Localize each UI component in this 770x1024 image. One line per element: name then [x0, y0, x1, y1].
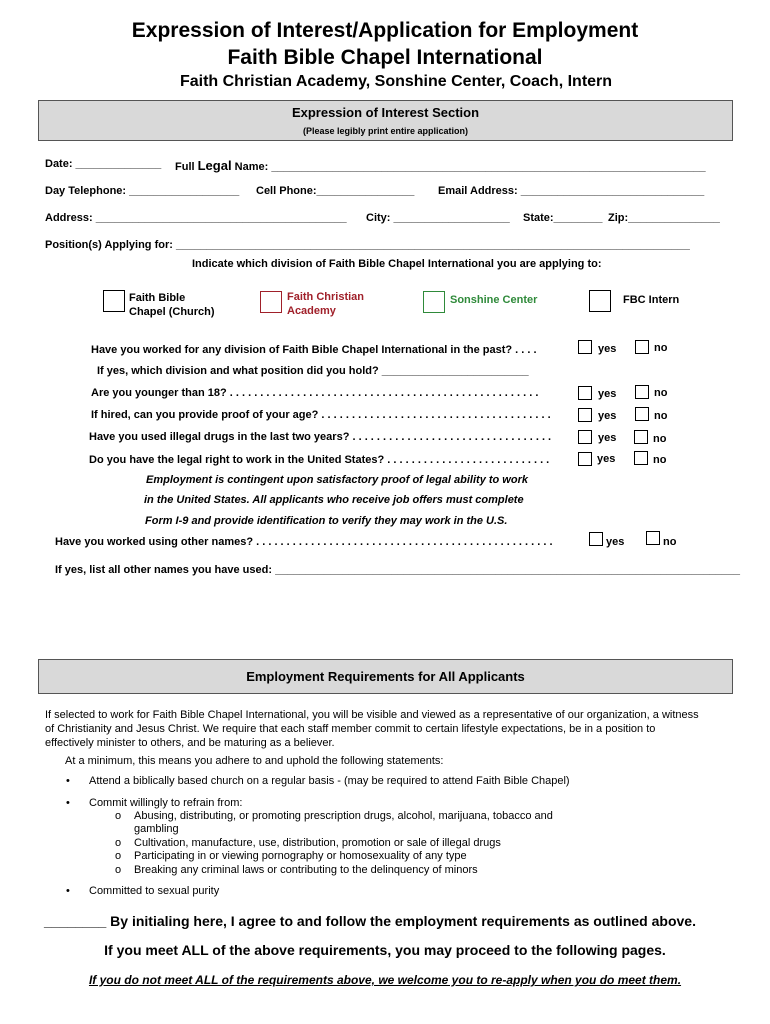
title-line-1: Expression of Interest/Application for Employment [131, 19, 639, 42]
eoi-section-note: (Please legibly print entire application) [302, 126, 469, 136]
bullet-1: Attend a biblically based church on a regular basis - (may be required to attend Faith Bible Chapel) [89, 775, 570, 787]
day-telephone-field[interactable]: Day Telephone: __________________ [45, 185, 240, 197]
bullet-glyph: • [66, 885, 70, 897]
positions-field[interactable]: Position(s) Applying for: ____________________________________________________________________________________ [45, 239, 690, 251]
division-church-checkbox[interactable] [103, 290, 125, 312]
full-legal-label-post: Name: _______________________________________________________________________ [231, 161, 706, 173]
sub-bullet-1-line-2: gambling [134, 823, 179, 835]
division-sonshine-checkbox[interactable] [423, 291, 445, 313]
notice-line-1: Employment is contingent upon satisfactory proof of legal ability to work [146, 474, 528, 486]
requirements-para-line-2: of Christianity and Jesus Christ. We require that each staff member commit to certain lifestyle expectations, be in a position to [45, 723, 656, 735]
right-to-work-no-checkbox[interactable] [634, 451, 648, 465]
bullet-glyph: • [66, 775, 70, 787]
email-field[interactable]: Email Address: ______________________________ [438, 185, 705, 197]
under-18-yes-label: yes [598, 388, 617, 400]
division-prompt: Indicate which division of Faith Bible Chapel International you are applying to: [192, 258, 602, 270]
other-names-list-field[interactable]: If yes, list all other names you have used: ____________________________________________________________________________ [55, 564, 741, 576]
sub-bullet-glyph: o [115, 810, 122, 822]
date-field[interactable]: Date: ______________ [45, 158, 162, 170]
title-line-2: Faith Bible Chapel International [227, 46, 543, 69]
subtitle: Faith Christian Academy, Sonshine Center, Coach, Intern [179, 73, 613, 90]
under-18-no-label: no [654, 387, 668, 399]
requirements-para-line-3: effectively minister to others, and be maturing as a believer. [45, 737, 335, 749]
illegal-drugs-yes-checkbox[interactable] [578, 430, 592, 444]
question-right-to-work: Do you have the legal right to work in the United States? . . . . . . . . . . . . . . . . . . . . . . . . . . . [89, 454, 550, 466]
prior-work-yes-checkbox[interactable] [578, 340, 592, 354]
city-field[interactable]: City: ___________________ [366, 212, 510, 224]
state-field[interactable]: State:________ [523, 212, 603, 224]
full-legal-label-pre: Full [175, 161, 198, 173]
sub-bullet-3: Participating in or viewing pornography or homosexuality of any type [134, 850, 467, 862]
proof-of-age-yes-label: yes [598, 410, 617, 422]
division-academy-checkbox[interactable] [260, 291, 282, 313]
division-church-label: Faith Bible Chapel (Church) [129, 292, 215, 318]
question-illegal-drugs: Have you used illegal drugs in the last two years? . . . . . . . . . . . . . . . . . . . . . . . . . . . . . . . . . [89, 431, 552, 443]
question-prior-work: Have you worked for any division of Faith Bible Chapel International in the past? . . . . [91, 344, 537, 356]
sub-bullet-glyph: o [115, 837, 122, 849]
sub-bullet-4: Breaking any criminal laws or contributing to the delinquency of minors [134, 864, 478, 876]
notice-line-3: Form I-9 and provide identification to verify they may work in the U.S. [145, 515, 508, 527]
requirements-title: Employment Requirements for All Applicants [246, 669, 525, 684]
reapply-statement: If you do not meet ALL of the requirements above, we welcome you to re-apply when you do meet them. [88, 973, 682, 987]
sub-bullet-glyph: o [115, 864, 122, 876]
right-to-work-yes-label: yes [597, 453, 616, 465]
notice-line-2: in the United States. All applicants who receive job offers must complete [144, 494, 524, 506]
full-legal-name-field[interactable] [175, 158, 706, 173]
question-other-names: Have you worked using other names? . . . . . . . . . . . . . . . . . . . . . . . . . . . . . . . . . . . . . . . . . . . . . . . . . [55, 536, 553, 548]
initial-agreement-field[interactable]: ________ By initialing here, I agree to and follow the employment requirements as outlined above. [44, 913, 696, 929]
prior-work-no-checkbox[interactable] [635, 340, 649, 354]
question-prior-work-followup[interactable]: If yes, which division and what position did you hold? ________________________ [97, 365, 529, 377]
under-18-yes-checkbox[interactable] [578, 386, 592, 400]
address-field[interactable]: Address: _________________________________________ [45, 212, 347, 224]
question-under-18: Are you younger than 18? . . . . . . . . . . . . . . . . . . . . . . . . . . . . . . . . . . . . . . . . . . . . . . . . . . . [91, 387, 539, 399]
prior-work-yes-label: yes [598, 343, 617, 355]
right-to-work-no-label: no [653, 454, 667, 466]
requirements-section-bar [38, 659, 733, 694]
proof-of-age-no-label: no [654, 410, 668, 422]
other-names-no-checkbox[interactable] [646, 531, 660, 545]
other-names-no-label: no [663, 536, 677, 548]
division-intern-label: FBC Intern [623, 294, 680, 306]
bullet-3: Committed to sexual purity [89, 885, 220, 897]
right-to-work-yes-checkbox[interactable] [578, 452, 592, 466]
illegal-drugs-no-label: no [653, 433, 667, 445]
eoi-section-bar [38, 100, 733, 141]
other-names-yes-label: yes [606, 536, 625, 548]
requirements-para-line-1: If selected to work for Faith Bible Chapel International, you will be visible and viewed as a representative of our organization, a witness [45, 709, 699, 721]
under-18-no-checkbox[interactable] [635, 385, 649, 399]
division-sonshine-label: Sonshine Center [450, 294, 538, 306]
division-intern-checkbox[interactable] [589, 290, 611, 312]
proof-of-age-no-checkbox[interactable] [635, 407, 649, 421]
question-proof-of-age: If hired, can you provide proof of your age? . . . . . . . . . . . . . . . . . . . . . . . . . . . . . . . . . . . . . . [91, 409, 551, 421]
illegal-drugs-yes-label: yes [598, 432, 617, 444]
division-academy-label: Faith Christian Academy [287, 291, 365, 317]
sub-bullet-glyph: o [115, 850, 122, 862]
illegal-drugs-no-checkbox[interactable] [634, 430, 648, 444]
proof-of-age-yes-checkbox[interactable] [578, 408, 592, 422]
other-names-yes-checkbox[interactable] [589, 532, 603, 546]
sub-bullet-1-line-1: Abusing, distributing, or promoting prescription drugs, alcohol, marijuana, tobacco and [134, 810, 553, 822]
requirements-intro: At a minimum, this means you adhere to and uphold the following statements: [65, 755, 444, 767]
full-legal-label-word: Legal [197, 158, 232, 173]
eoi-section-title: Expression of Interest Section [291, 105, 480, 120]
sub-bullet-2: Cultivation, manufacture, use, distribution, promotion or sale of illegal drugs [134, 837, 501, 849]
bullet-glyph: • [66, 797, 70, 809]
bullet-2: Commit willingly to refrain from: [89, 797, 243, 809]
cell-phone-field[interactable]: Cell Phone:________________ [256, 185, 415, 197]
prior-work-no-label: no [654, 342, 668, 354]
proceed-statement: If you meet ALL of the above requirements, you may proceed to the following pages. [104, 942, 666, 958]
zip-field[interactable]: Zip:_______________ [608, 212, 720, 224]
